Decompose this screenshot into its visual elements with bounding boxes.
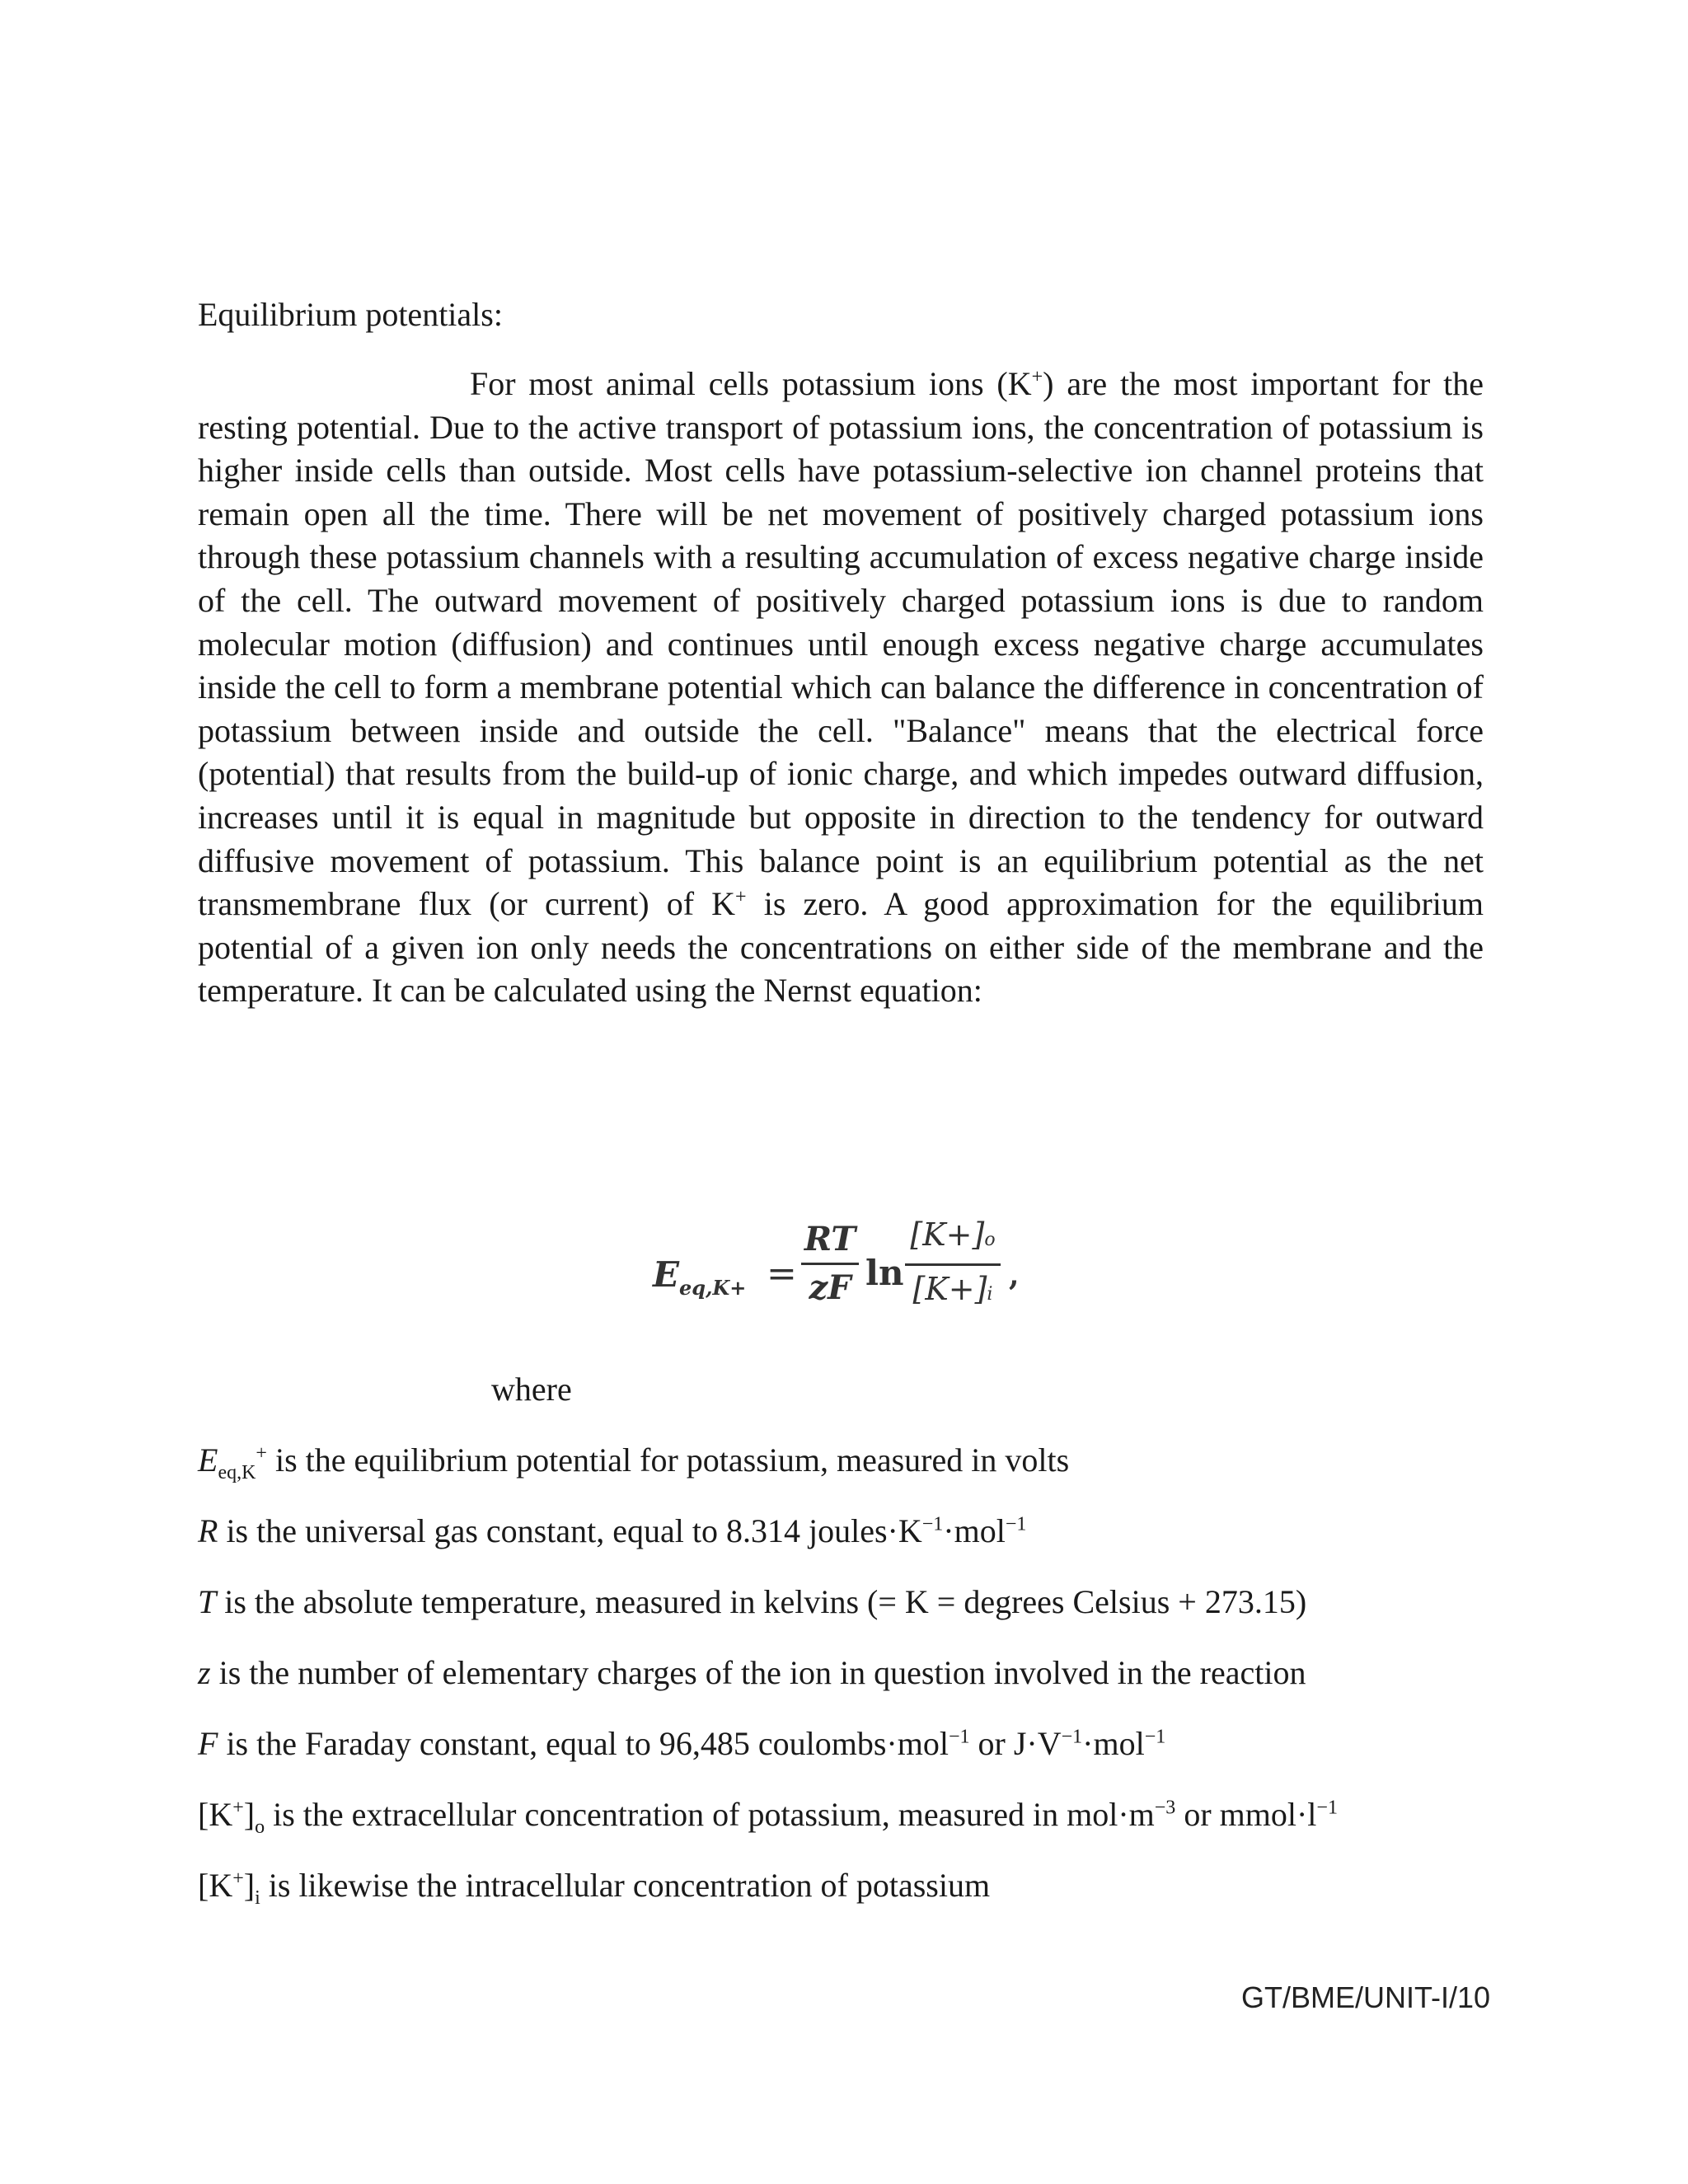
equation-equals: = — [767, 1253, 797, 1295]
fraction-denominator — [905, 1269, 1001, 1315]
superscript: −1 — [1061, 1726, 1083, 1748]
where-label: where — [491, 1371, 572, 1408]
definition-k-out — [198, 1793, 1338, 1836]
superscript: −1 — [948, 1726, 970, 1748]
definition-text: is the equilibrium potential for potassium, measured in volts — [266, 1441, 1070, 1479]
fraction-bar — [801, 1263, 859, 1265]
subscript: eq,K — [218, 1462, 256, 1483]
fraction-rt-zf — [801, 1220, 859, 1308]
equation-lhs-symbol: E — [653, 1254, 680, 1295]
fraction-numerator — [905, 1215, 1001, 1260]
superscript: −1 — [921, 1513, 944, 1535]
numerator-text: [K+] — [910, 1216, 985, 1253]
definition-text: is the absolute temperature, measured in kelvins (= K = degrees Celsius + 273.15) — [216, 1583, 1307, 1620]
fraction-concentrations — [905, 1215, 1001, 1315]
definition-text: or J·V — [969, 1725, 1062, 1762]
paragraph-text-1: For most animal cells potassium ions (K — [470, 365, 1032, 402]
body-paragraph — [198, 363, 1484, 1013]
definition-text: ·mol — [943, 1512, 1006, 1549]
superscript: + — [1031, 366, 1043, 388]
definition-text: is the number of elementary charges of the ion in question involved in the reaction — [210, 1654, 1306, 1691]
definition-text: is the universal gas constant, equal to 8.314 joules·K — [218, 1512, 922, 1549]
definition-text: [K — [198, 1796, 233, 1833]
symbol: E — [198, 1441, 218, 1479]
nernst-equation — [643, 1212, 1071, 1343]
definition-z — [198, 1652, 1306, 1694]
equation-comma: , — [1009, 1258, 1020, 1292]
superscript: −3 — [1154, 1797, 1176, 1819]
fraction-denominator: zF — [809, 1268, 851, 1307]
definition-text: ·mol — [1082, 1725, 1145, 1762]
equation-lhs — [653, 1254, 747, 1300]
definition-text: or mmol·l — [1175, 1796, 1317, 1833]
fraction-bar — [905, 1263, 1001, 1266]
definition-text: ] — [243, 1867, 256, 1904]
paragraph-text-2: ) are the most important for the resting potential. Due to the active transport of potassium ions, the concentration of potassium is higher inside cells than outside. Most cells have potassium-selective ion channel proteins that remain open all the time. There will be net movement of positively charged potassium ions through these potassium channels with a resulting accumulation of excess negative charge inside of the cell. The outward movement of positively charged potassium ions is due to random molecular motion (diffusion) and continues until enough excess negative charge accumulates inside the cell to form a membrane potential which can balance the difference in concentration of potassium between inside and outside the cell. "Balance" means that the electrical force (potential) that results from the build-up of ionic charge, and which impedes outward diffusion, increases until it is equal in magnitude but opposite in direction to the tendency for outward diffusive movement of potassium. This balance point is an equilibrium potential as the net transmembrane flux (or current) of K — [198, 365, 1484, 923]
definition-text: is likewise the intracellular concentration of potassium — [260, 1867, 991, 1904]
superscript: + — [232, 1797, 244, 1819]
definition-k-in — [198, 1864, 990, 1907]
definition-e-eq — [198, 1439, 1069, 1482]
superscript: −1 — [1316, 1797, 1338, 1819]
definition-text: [K — [198, 1867, 233, 1904]
superscript: + — [232, 1868, 244, 1890]
paragraph-text-3: is zero. A good approximation for the equilibrium potential of a given ion only needs the concentrations on either side of the membrane and the temperature. It can be calculated using the Nernst equation: — [198, 885, 1484, 1010]
superscript: + — [256, 1442, 267, 1465]
subscript: i — [255, 1887, 260, 1909]
numerator-subscript: o — [984, 1230, 996, 1250]
definition-r — [198, 1510, 1026, 1553]
superscript: + — [735, 886, 747, 908]
definition-f — [198, 1722, 1165, 1765]
page-footer: GT/BME/UNIT-I/10 — [1241, 1980, 1491, 2014]
equation-ln: ln — [865, 1253, 904, 1293]
symbol: z — [198, 1654, 211, 1691]
definition-text: is the Faraday constant, equal to 96,485 coulombs·mol — [218, 1725, 949, 1762]
subscript: o — [255, 1816, 265, 1838]
symbol: F — [198, 1725, 218, 1762]
section-heading: Equilibrium potentials: — [198, 296, 503, 333]
definition-text: is the extracellular concentration of potassium, measured in mol·m — [265, 1796, 1155, 1833]
definition-t — [198, 1581, 1306, 1624]
fraction-numerator: RT — [804, 1220, 856, 1258]
superscript: −1 — [1005, 1513, 1027, 1535]
equation-lhs-subscript: eq,K+ — [679, 1276, 747, 1300]
denominator-text: [K+] — [912, 1271, 987, 1307]
definition-text: ] — [243, 1796, 256, 1833]
superscript: −1 — [1144, 1726, 1166, 1748]
symbol: T — [198, 1583, 217, 1620]
denominator-subscript: i — [987, 1284, 993, 1305]
symbol: R — [198, 1512, 218, 1549]
